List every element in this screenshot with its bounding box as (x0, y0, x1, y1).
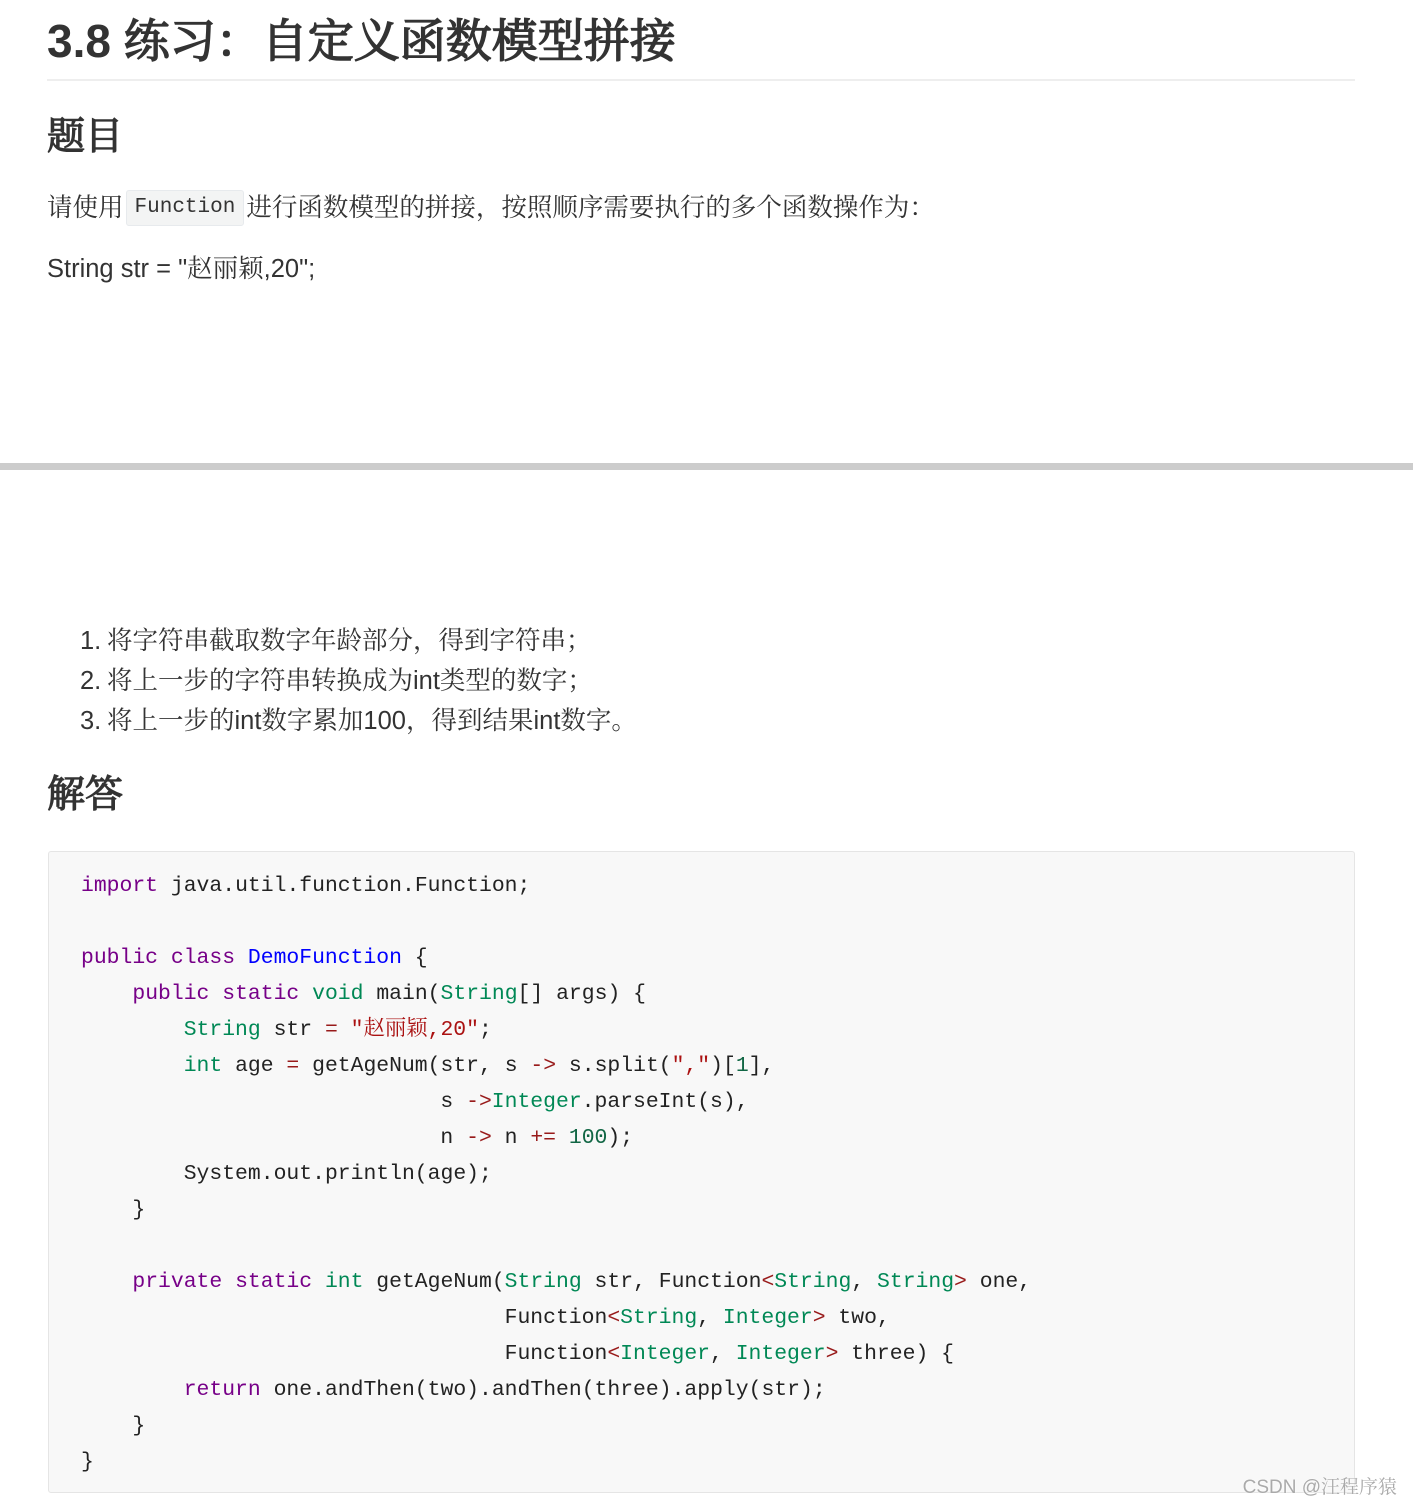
intro-text-before: 请使用 (47, 194, 124, 222)
code-keyword: public (132, 982, 210, 1006)
code-type: String (620, 1306, 698, 1330)
code-string: "赵丽颖,20" (350, 1018, 479, 1042)
article-title: 3.8 练习：自定义函数模型拼接 (47, 15, 676, 67)
code-operator: = (286, 1054, 300, 1078)
code-type: Integer (735, 1342, 826, 1366)
code-operator: -> (466, 1090, 492, 1114)
code-type: Integer (491, 1090, 582, 1114)
code-keyword: class (170, 946, 236, 970)
code-string: "," (671, 1054, 711, 1078)
code-keyword: static (222, 982, 300, 1006)
code-line: public class DemoFunction { (81, 946, 428, 970)
code-block (48, 851, 1355, 1493)
code-keyword: private (132, 1270, 223, 1294)
code-line: System.out.println(age); (183, 1162, 492, 1186)
code-line: n -> n += 100); (440, 1126, 634, 1150)
step-marker: 2. (80, 667, 102, 695)
code-type: String (440, 982, 518, 1006)
code-type: String (774, 1270, 852, 1294)
code-operator: > (825, 1342, 839, 1366)
step-marker: 1. (80, 627, 102, 655)
code-operator: -> (466, 1126, 492, 1150)
code-line: Function<Integer, Integer> three) { (504, 1342, 954, 1366)
section-heading-answer: 解答 (47, 774, 124, 816)
code-number: 100 (568, 1126, 608, 1150)
code-line: return one.andThen(two).andThen(three).apply(str); (183, 1378, 826, 1402)
code-operator: < (607, 1342, 621, 1366)
step-item (80, 621, 637, 661)
step-marker: 3. (80, 707, 102, 735)
code-type: String (504, 1270, 582, 1294)
section-heading-problem: 题目 (47, 116, 124, 158)
code-line: String str = "赵丽颖,20"; (183, 1018, 492, 1042)
code-keyword: import (81, 874, 159, 898)
code-line: } (132, 1414, 146, 1438)
code-keyword: static (235, 1270, 313, 1294)
csdn-watermark: CSDN @汪程序猿 (1242, 1477, 1397, 1498)
steps-list (80, 621, 637, 741)
problem-intro (47, 189, 935, 227)
code-line: } (81, 1450, 94, 1474)
code-type: Integer (620, 1342, 711, 1366)
code-line (81, 904, 1354, 940)
code-type: int (324, 1270, 364, 1294)
code-operator: -> (530, 1054, 557, 1078)
page-separator (0, 463, 1413, 470)
code-operator: += (530, 1126, 557, 1150)
code-line: Function<String, Integer> two, (504, 1306, 890, 1330)
code-def: DemoFunction (247, 946, 402, 970)
code-type: Integer (722, 1306, 813, 1330)
code-number: 1 (735, 1054, 749, 1078)
step-text: 将字符串截取数字年龄部分，得到字符串； (107, 627, 592, 655)
code-keyword: public (81, 946, 159, 970)
code-line: } (132, 1198, 146, 1222)
code-operator: < (761, 1270, 775, 1294)
title-divider (47, 79, 1355, 81)
problem-given-string: String str = "赵丽颖,20"; (47, 255, 316, 283)
step-item (80, 701, 637, 741)
code-type: String (877, 1270, 955, 1294)
inline-code-function: Function (126, 190, 245, 226)
code-line: private static int getAgeNum(String str, Function<String, String> one, (132, 1270, 1032, 1294)
code-line: import java.util.function.Function; (81, 874, 531, 898)
code-line (81, 1228, 1354, 1264)
step-item (80, 661, 637, 701)
code-type: void (312, 982, 364, 1006)
code-line: int age = getAgeNum(str, s -> s.split(",")[1], (183, 1054, 775, 1078)
code-line: s ->Integer.parseInt(s), (440, 1090, 749, 1114)
code-line: public static void main(String[] args) { (132, 982, 646, 1006)
code-operator: < (607, 1306, 621, 1330)
code-operator: > (954, 1270, 967, 1294)
step-text: 将上一步的int数字累加100，得到结果int数字。 (107, 707, 637, 735)
step-text: 将上一步的字符串转换成为int类型的数字； (107, 667, 593, 695)
code-keyword: return (183, 1378, 261, 1402)
code-operator: = (324, 1018, 338, 1042)
code-type: String (183, 1018, 261, 1042)
intro-text-after: 进行函数模型的拼接，按照顺序需要执行的多个函数操作为： (246, 194, 935, 222)
code-operator: > (812, 1306, 826, 1330)
code-type: int (183, 1054, 223, 1078)
